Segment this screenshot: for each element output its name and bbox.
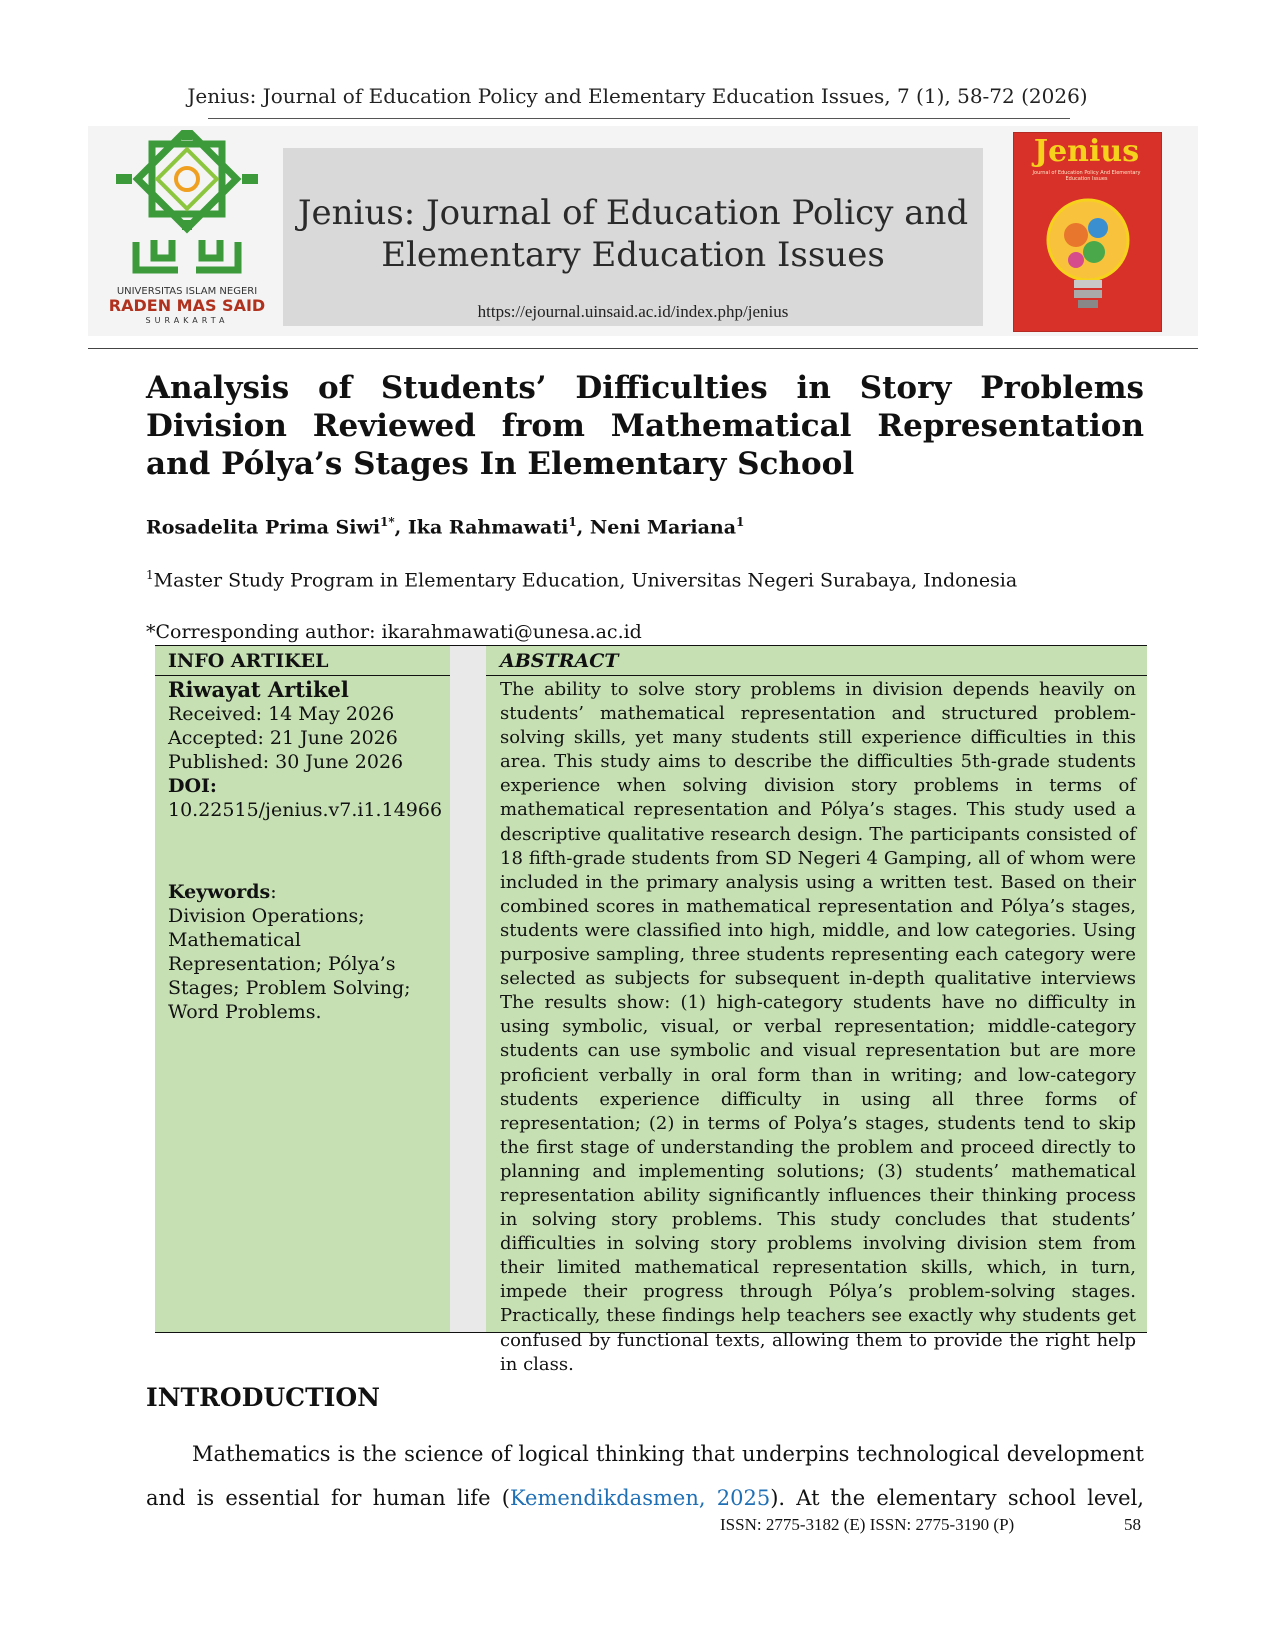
university-name-line1: UNIVERSITAS ISLAM NEGERI (116, 286, 258, 297)
journal-url[interactable]: https://ejournal.uinsaid.ac.id/index.php/jenius (477, 302, 789, 321)
issn-footer: ISSN: 2775-3182 (E) ISSN: 2775-3190 (P) (720, 1515, 1015, 1534)
running-header: Jenius: Journal of Education Policy and Elementary Education Issues, 7 (1), 58-72 (2026) (187, 84, 1088, 108)
introduction-heading: INTRODUCTION (146, 1383, 381, 1412)
affiliation (146, 568, 1017, 591)
keywords-heading: Keywords: (168, 881, 277, 903)
journal-title (283, 192, 983, 276)
doi-label: DOI: (168, 775, 217, 797)
keywords-list: Division Operations; Mathematical Representation; Pólya’s Stages; Problem Solving; Word Problems. (168, 905, 411, 1023)
corresponding-author: *Corresponding author: ikarahmawati@unesa.ac.id (146, 621, 642, 643)
affiliation-text: Master Study Program in Elementary Education, Universitas Negeri Surabaya, Indonesia (153, 569, 1018, 592)
intro-text-start: Mathematics is the science of logical thinking that underpins technological development and is essential for human life ( (146, 1442, 1144, 1510)
introduction-paragraph (146, 1432, 1144, 1520)
university-name-line3: SURAKARTA (145, 316, 229, 325)
affiliation-mark: 1 (146, 568, 154, 582)
accepted-date: Accepted: 21 June 2026 (168, 727, 398, 749)
citation-link[interactable]: Kemendikdasmen, 2025 (509, 1486, 771, 1510)
abstract-text: The ability to solve story problems in division depends heavily on students’ mathematical representation and structured problem-solving skills, yet many students still experience difficulties in this area. This study aims to describe the difficulties 5th-grade students experience when solving division story problems in terms of mathematical representation and Pólya’s stages. This study used a descriptive qualitative research design. The participants consisted of 18 fifth-grade students from SD Negeri 4 Gamping, all of whom were included in the primary analysis using a written test. Based on their combined scores in mathematical representation and Pólya’s stages, students were classified into high, middle, and low categories. Using purposive sampling, three students representing each category were selected as subjects for subsequent in-depth qualitative interviews The results show: (1) high-category students have no difficulty in using symbolic, visual, or verbal representation; middle-category students can use symbolic and visual representation but are more proficient verbally in oral form than in writing; and low-category students experience difficulty in using all three forms of representation; (2) in terms of Polya’s stages, students tend to skip the first stage of understanding the problem and proceed directly to planning and implementing solutions; (3) students’ mathematical representation ability significantly influences their thinking process in solving story problems. This study concludes that students’ difficulties in solving story problems involving division stem from their limited mathematical representation skills, which, in turn, impede their progress through Pólya’s problem-solving stages. Practically, these findings help teachers see exactly why students get confused by functional texts, allowing them to provide the right help in class. (500, 679, 1136, 1375)
published-date: Published: 30 June 2026 (168, 751, 404, 773)
author-mark: 1 (568, 515, 577, 529)
lightbulb-icon (1028, 180, 1148, 320)
banner-rule (88, 348, 1198, 349)
author-mark: 1* (380, 515, 395, 529)
cover-title: Jenius (1033, 134, 1140, 169)
journal-title-line2: Elementary Education Issues (381, 235, 885, 275)
author-mark: 1 (736, 515, 745, 529)
intro-text-end: ). At the elementary school level, (770, 1486, 1144, 1510)
article-title: Analysis of Students’ Difficulties in Story Problems Division Reviewed from Mathematical Representation and Pólya’s Stages In Elementary School (146, 370, 1144, 482)
received-date: Received: 14 May 2026 (168, 703, 395, 725)
abstract-heading: ABSTRACT (500, 650, 619, 672)
keywords-label: Keywords (168, 881, 271, 903)
page-number: 58 (1124, 1515, 1141, 1534)
header-rule (208, 118, 1070, 119)
column-gap (450, 646, 486, 1332)
journal-title-line1: Jenius: Journal of Education Policy and (297, 193, 969, 233)
author-list: Rosadelita Prima Siwi$^{1*}$, Ika Rahmawati$^1$, Neni Mariana$^1$ (146, 515, 745, 539)
cover-subtitle: Journal of Education Policy And Elementary Education Issues (1032, 170, 1141, 182)
doi-value[interactable]: 10.22515/jenius.v7.i1.14966 (168, 799, 443, 821)
article-info (168, 678, 448, 1024)
university-name-line2: RADEN MAS SAID (108, 296, 266, 315)
author-name: Ika Rahmawati (407, 516, 569, 539)
author-name: Rosadelita Prima Siwi (146, 516, 381, 539)
author-name: Neni Mariana (589, 516, 737, 539)
history-label: Riwayat Artikel (168, 677, 349, 702)
info-heading: INFO ARTIKEL (168, 650, 329, 672)
